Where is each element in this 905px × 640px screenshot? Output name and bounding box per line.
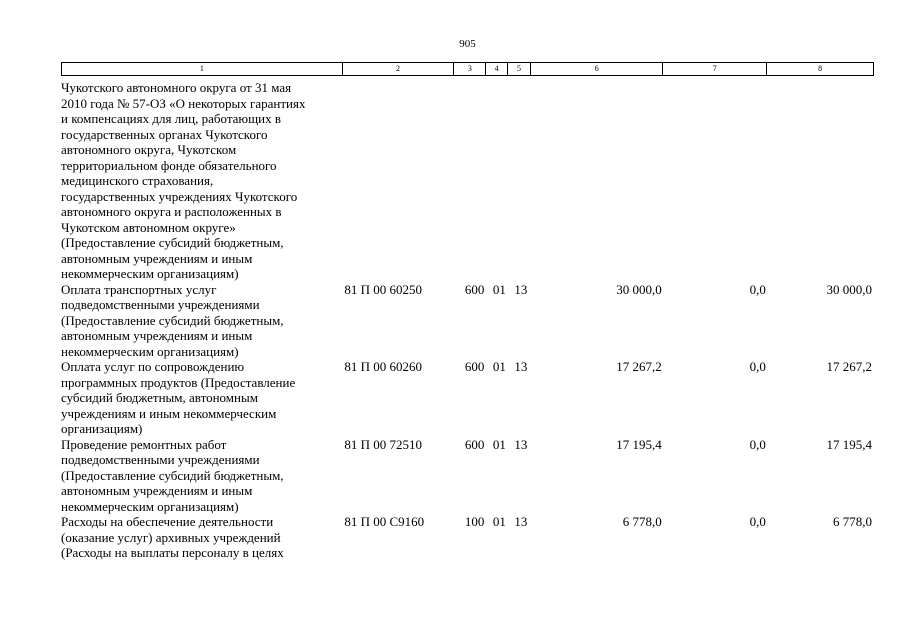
row-sum-6: 17 267,2	[616, 359, 662, 374]
row-sum-8: 6 778,0	[833, 514, 872, 529]
row-vr: 600	[464, 359, 485, 374]
text-line: некоммерческим организациям)	[61, 498, 239, 514]
row-name	[61, 437, 342, 515]
row-sum-6: 17 195,4	[616, 436, 662, 452]
table-row	[61, 514, 874, 561]
row-rz: 01	[492, 514, 506, 529]
row-pr: 13	[514, 514, 528, 529]
row-sum-8: 17 267,2	[826, 359, 872, 374]
text-line: и компенсациях для лиц, работающих в	[61, 111, 281, 126]
text-line: (Расходы на выплаты персоналу в целях	[61, 545, 284, 560]
row-vr: 100	[464, 514, 485, 529]
table-row	[61, 359, 874, 437]
continuation-text	[61, 80, 350, 282]
text-line: (оказание услуг) архивных учреждений	[61, 529, 281, 545]
row-pr: 13	[514, 436, 528, 452]
row-rz: 01	[492, 281, 506, 297]
row-sum-8: 30 000,0	[826, 281, 872, 297]
row-sum-8: 17 195,4	[826, 436, 872, 452]
text-line: (Предоставление субсидий бюджетным,	[61, 235, 284, 250]
text-line: подведомственными учреждениями	[61, 452, 260, 467]
column-header-3: 3	[454, 63, 486, 75]
text-line: программных продуктов (Предоставление	[61, 374, 296, 390]
row-sum-6: 6 778,0	[622, 514, 662, 529]
text-line: Чукотского автономного округа от 31 мая	[61, 80, 292, 95]
text-line: 2010 года № 57-ОЗ «О некоторых гарантиях	[61, 95, 306, 111]
text-line: Оплата транспортных услуг	[61, 281, 217, 297]
row-sum-7: 0,0	[749, 436, 766, 452]
table-header-row	[61, 62, 874, 76]
table-row	[61, 282, 874, 360]
row-sum-6: 30 000,0	[616, 281, 662, 297]
text-line: Проведение ремонтных работ	[61, 436, 227, 452]
text-line: медицинского страхования,	[61, 173, 214, 188]
text-line: автономного округа, Чукотском	[61, 142, 237, 157]
row-sum-7: 0,0	[749, 359, 766, 374]
text-line: (Предоставление субсидий бюджетным,	[61, 467, 284, 483]
text-line: (Предоставление субсидий бюджетным,	[61, 312, 284, 328]
row-rz: 01	[492, 359, 506, 374]
text-line: подведомственными учреждениями	[61, 297, 260, 312]
row-name	[61, 359, 342, 437]
column-header-2: 2	[343, 63, 455, 75]
page-number: 905	[459, 38, 476, 50]
text-line: территориальном фонде обязательного	[61, 157, 277, 173]
text-line: автономным учреждениям и иным	[61, 483, 253, 498]
continuation-row	[61, 80, 874, 282]
text-line: некоммерческим организациям)	[61, 266, 239, 281]
table-body	[61, 80, 874, 561]
row-vr: 600	[464, 436, 485, 452]
row-pr: 13	[514, 281, 528, 297]
row-name	[61, 514, 342, 561]
text-line: Оплата услуг по сопровождению	[61, 359, 245, 374]
row-rz: 01	[492, 436, 506, 452]
column-header-5: 5	[508, 63, 531, 75]
column-header-6: 6	[531, 63, 663, 75]
row-name	[61, 282, 342, 360]
column-header-8: 8	[818, 64, 823, 73]
text-line: автономного округа и расположенных в	[61, 204, 282, 219]
text-line: некоммерческим организациям)	[61, 343, 239, 359]
column-header-7: 7	[663, 63, 767, 75]
text-line: государственных органах Чукотского	[61, 126, 268, 142]
row-pr: 13	[514, 359, 528, 374]
row-code: 81 П 00 72510	[344, 436, 422, 452]
row-sum-7: 0,0	[749, 514, 766, 529]
text-line: Расходы на обеспечение деятельности	[61, 514, 274, 529]
text-line: Чукотском автономном округе»	[61, 219, 236, 235]
row-code: 81 П 00 60250	[344, 281, 422, 297]
text-line: государственных учреждениях Чукотского	[61, 188, 298, 204]
row-sum-7: 0,0	[749, 281, 766, 297]
row-vr: 600	[464, 281, 485, 297]
row-code: 81 П 00 60260	[344, 359, 422, 374]
column-header-4: 4	[486, 63, 507, 75]
text-line: автономным учреждениям и иным	[61, 328, 253, 343]
text-line: субсидий бюджетным, автономным	[61, 390, 258, 405]
table-row	[61, 437, 874, 515]
text-line: организациям)	[61, 421, 143, 436]
text-line: учреждениям и иным некоммерческим	[61, 405, 277, 421]
row-code: 81 П 00 С9160	[344, 514, 425, 529]
column-header-1: 1	[62, 63, 343, 75]
text-line: автономным учреждениям и иным	[61, 250, 253, 266]
